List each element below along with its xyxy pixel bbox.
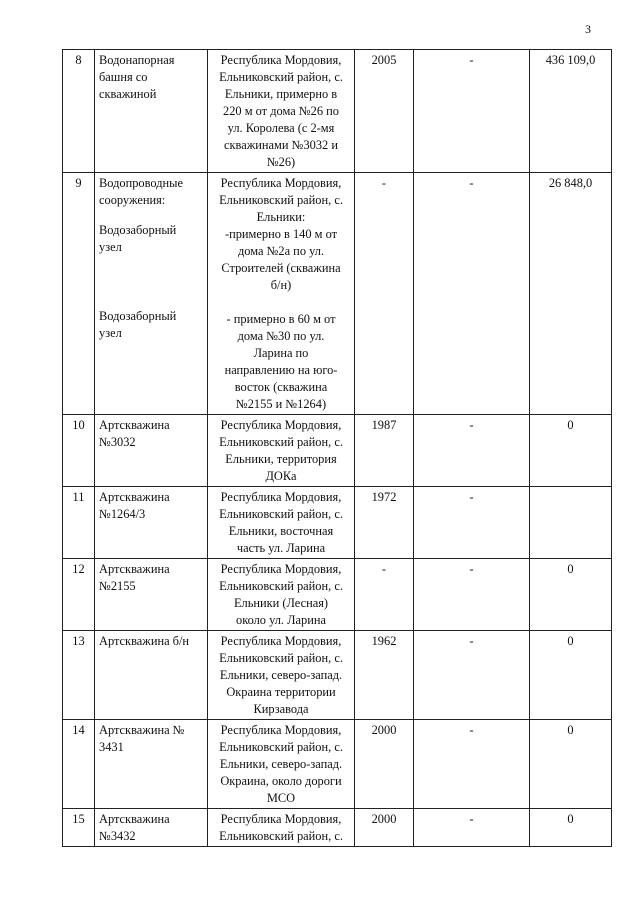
object-value: 26 848,0 (530, 173, 612, 415)
table-row (63, 173, 612, 415)
object-year: 1987 (355, 415, 414, 487)
object-dash: - (414, 720, 530, 809)
row-number: 14 (63, 720, 95, 809)
object-name: Артскважина № 3431 (95, 720, 208, 809)
row-number: 11 (63, 487, 95, 559)
object-address: Республика Мордовия, Ельниковский район, с. Ельники, северо-запад. Окраина территории Кирзавода (208, 631, 355, 720)
row-number: 8 (63, 50, 95, 173)
sub-object-address: -примерно в 140 м от дома №2а по ул. Строителей (скважина б/н) (221, 227, 341, 292)
row-number: 15 (63, 809, 95, 847)
object-value (530, 487, 612, 559)
object-name: Артскважина №2155 (95, 559, 208, 631)
object-address: Республика Мордовия, Ельниковский район, с. Ельники: (219, 176, 343, 224)
object-name: Артскважина №3032 (95, 415, 208, 487)
object-dash: - (414, 415, 530, 487)
object-address: Республика Мордовия, Ельниковский район, с. (208, 809, 355, 847)
object-name: Водопроводные сооружения: (99, 176, 183, 207)
table-row (63, 720, 612, 809)
object-dash: - (414, 559, 530, 631)
object-value: 0 (530, 809, 612, 847)
object-name-cell (95, 173, 208, 415)
object-address-cell (208, 173, 355, 415)
sub-object-name: Водозаборный узел (99, 309, 177, 340)
object-address: Республика Мордовия, Ельниковский район, с. Ельники (Лесная) около ул. Ларина (208, 559, 355, 631)
row-number: 12 (63, 559, 95, 631)
object-value: 0 (530, 559, 612, 631)
object-year: 1972 (355, 487, 414, 559)
table-row (63, 559, 612, 631)
table-row (63, 809, 612, 847)
page-number: 3 (585, 22, 591, 36)
property-table (62, 49, 612, 847)
object-year: 2005 (355, 50, 414, 173)
object-year: - (355, 559, 414, 631)
table-row (63, 415, 612, 487)
table-row (63, 487, 612, 559)
sub-object-address: - примерно в 60 м от дома №30 по ул. Ларина по направлению на юго- восток (скважина №2155 и №1264) (224, 312, 338, 411)
row-number: 9 (63, 173, 95, 415)
object-value: 436 109,0 (530, 50, 612, 173)
row-number: 13 (63, 631, 95, 720)
object-year: 2000 (355, 809, 414, 847)
object-year: 1962 (355, 631, 414, 720)
row-number: 10 (63, 415, 95, 487)
object-value: 0 (530, 415, 612, 487)
object-name: Водонапорная башня со скважиной (95, 50, 208, 173)
object-name: Артскважина б/н (95, 631, 208, 720)
object-year: - (355, 173, 414, 415)
object-value: 0 (530, 720, 612, 809)
object-address: Республика Мордовия, Ельниковский район, с. Ельники, примерно в 220 м от дома №26 по ул. Королева (с 2-мя скважинами №3032 и №26) (208, 50, 355, 173)
object-address: Республика Мордовия, Ельниковский район, с. Ельники, восточная часть ул. Ларина (208, 487, 355, 559)
object-name: Артскважина №3432 (95, 809, 208, 847)
object-dash: - (414, 487, 530, 559)
object-year: 2000 (355, 720, 414, 809)
object-name: Артскважина №1264/3 (95, 487, 208, 559)
sub-object-name: Водозаборный узел (99, 223, 177, 254)
object-dash: - (414, 173, 530, 415)
object-address: Республика Мордовия, Ельниковский район, с. Ельники, северо-запад. Окраина, около дороги МСО (208, 720, 355, 809)
object-address: Республика Мордовия, Ельниковский район, с. Ельники, территория ДОКа (208, 415, 355, 487)
table-row (63, 50, 612, 173)
object-dash: - (414, 809, 530, 847)
object-dash: - (414, 631, 530, 720)
table-row (63, 631, 612, 720)
object-value: 0 (530, 631, 612, 720)
object-dash: - (414, 50, 530, 173)
